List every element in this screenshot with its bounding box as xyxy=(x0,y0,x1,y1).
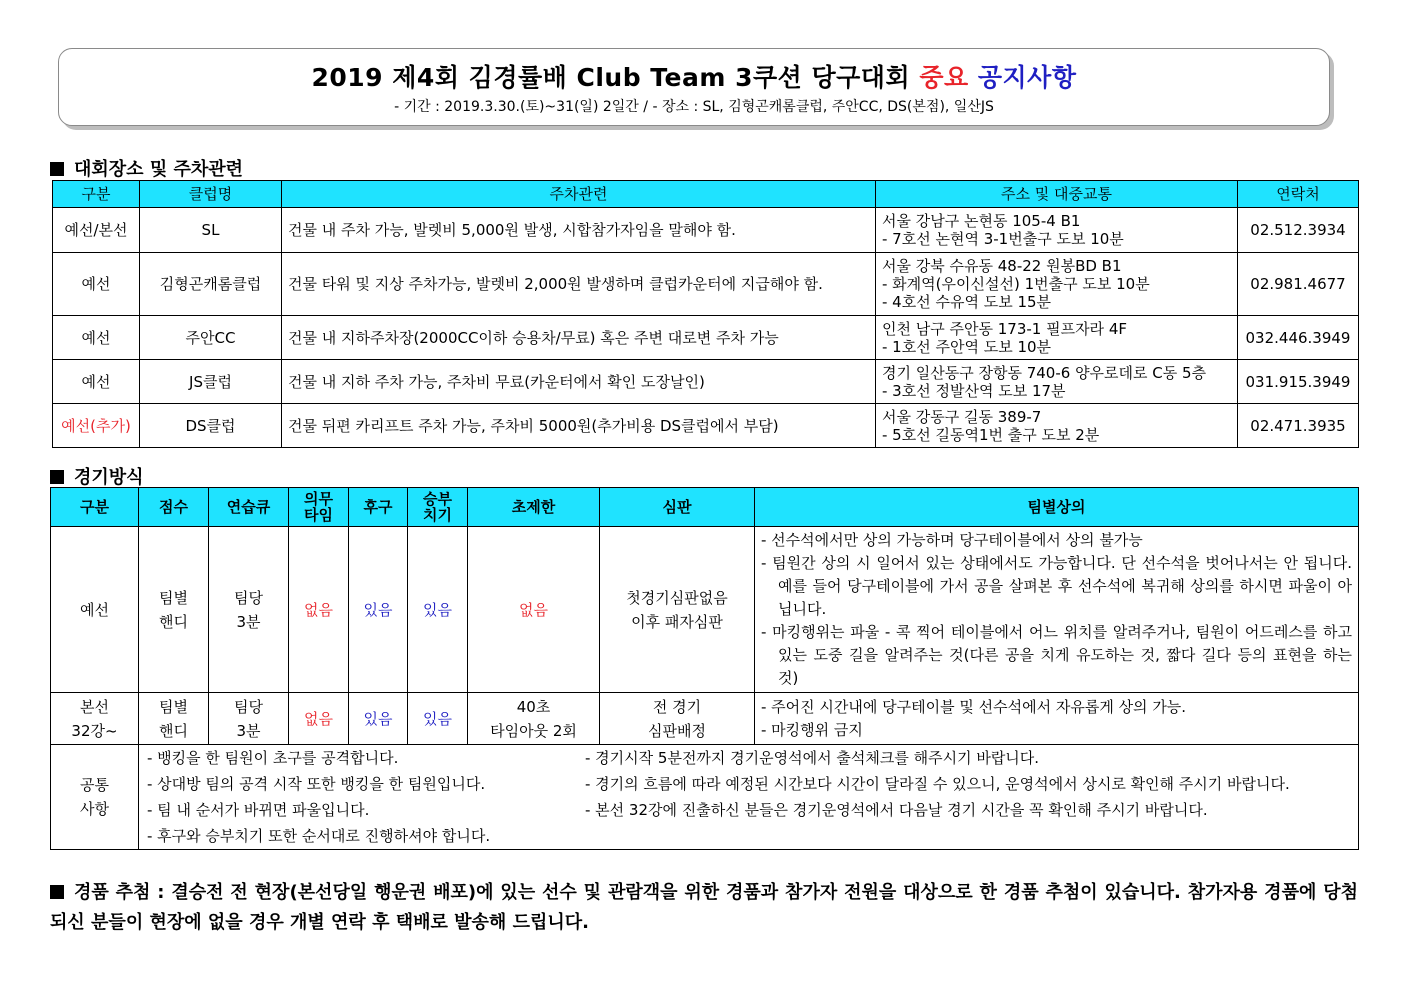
venue-heading-label: 대회장소 및 주차관련 xyxy=(74,159,244,180)
format-type: 본선 32강~ xyxy=(51,693,139,745)
column-header: 점수 xyxy=(139,488,209,527)
table-row xyxy=(51,527,1359,693)
list-item: - 후구와 승부치기 또한 순서대로 진행하셔야 합니다. xyxy=(147,827,491,845)
venue-club: DS클럽 xyxy=(140,404,282,448)
column-header: 의무 타임 xyxy=(289,488,349,527)
venue-address: 인천 남구 주안동 173-1 필프자라 4F - 1호선 주안역 도보 10분 xyxy=(876,316,1238,360)
venue-club: SL xyxy=(140,208,282,253)
table-header-row xyxy=(53,181,1359,208)
table-row xyxy=(53,404,1359,448)
format-practice: 팀당 3분 xyxy=(209,693,289,745)
list-item: - 주어진 시간내에 당구테이블 및 선수석에서 자유롭게 상의 가능. xyxy=(761,697,1187,716)
list-item: - 팀원간 상의 시 일어서 있는 상태에서도 가능합니다. 단 선수석을 벗어나서는 안 됩니다. 예를 들어 당구테이블에 가서 공을 살펴본 후 선수석에 복귀해 상의를 하시면 파울이 아닙니다. xyxy=(761,554,1352,618)
table-row xyxy=(51,693,1359,745)
list-item: - 선수석에서만 상의 가능하며 당구테이블에서 상의 불가능 xyxy=(761,531,1143,549)
format-consult xyxy=(755,527,1359,693)
column-header: 연습큐 xyxy=(209,488,289,527)
format-break: 있음 xyxy=(349,693,408,745)
column-header: 주소 및 대중교통 xyxy=(876,181,1238,208)
common-list-left xyxy=(147,745,585,849)
common-label: 공통 사항 xyxy=(51,745,139,850)
table-row xyxy=(53,360,1359,404)
column-header: 연락처 xyxy=(1238,181,1359,208)
venue-type: 예선/본선 xyxy=(53,208,140,253)
list-item: - 뱅킹을 한 팀원이 초구를 공격합니다. xyxy=(147,749,399,767)
format-score: 팀별 핸디 xyxy=(139,527,209,693)
list-item: - 본선 32강에 진출하신 분들은 경기운영석에서 다음날 경기 시간을 꼭 확인해 주시기 바랍니다. xyxy=(585,801,1208,819)
title-notice: 공지사항 xyxy=(977,63,1077,92)
format-shot-clock: 40초 타임아웃 2회 xyxy=(468,693,600,745)
venue-address: 서울 강북 수유동 48-22 원봉BD B1 - 화계역(우이신설선) 1번출구 도보 10분 - 4호선 수유역 도보 15분 xyxy=(876,253,1238,316)
column-header: 클럽명 xyxy=(140,181,282,208)
format-heading-label: 경기방식 xyxy=(74,467,144,488)
format-section-heading xyxy=(50,463,144,489)
format-referee: 전 경기 심판배정 xyxy=(600,693,755,745)
list-item: - 마킹행위는 파울 - 콕 찍어 테이블에서 어느 위치를 알려주거나, 팀원이 어드레스를 하고 있는 도중 길을 알려주는 것(다른 공을 치게 유도하는 것, 짧다 길다 등의 표현을 하는 것) xyxy=(761,623,1352,687)
list-item: - 경기의 흐름에 따라 예정된 시간보다 시간이 달라질 수 있으니, 운영석에서 상시로 확인해 주시기 바랍니다. xyxy=(585,775,1290,793)
format-shot-clock: 없음 xyxy=(468,527,600,693)
column-header: 초제한 xyxy=(468,488,600,527)
venue-club: 김형곤캐롬클럽 xyxy=(140,253,282,316)
venue-section-heading xyxy=(50,155,243,181)
column-header: 구분 xyxy=(53,181,140,208)
venue-parking: 건물 내 지하주차장(2000CC이하 승용차/무료) 혹은 주변 대로변 주차 가능 xyxy=(282,316,876,360)
table-row xyxy=(53,253,1359,316)
venue-type: 예선(추가) xyxy=(53,404,140,448)
format-referee: 첫경기심판없음 이후 패자심판 xyxy=(600,527,755,693)
title-main: 2019 제4회 김경률배 Club Team 3쿠션 당구대회 xyxy=(311,63,911,92)
venue-parking: 건물 타워 및 지상 주차가능, 발렛비 2,000원 발생하며 클럽카운터에 지급해야 함. xyxy=(282,253,876,316)
venue-address: 서울 강동구 길동 389-7 - 5호선 길동역1번 출구 도보 2분 xyxy=(876,404,1238,448)
venue-phone: 02.471.3935 xyxy=(1238,404,1359,448)
consult-list xyxy=(761,696,1352,742)
common-notes-columns xyxy=(147,745,1350,849)
format-score: 팀별 핸디 xyxy=(139,693,209,745)
page-subtitle: - 기간 : 2019.3.30.(토)~31(일) 2일간 / - 장소 : SL, 김형곤캐롬클럽, 주안CC, DS(본점), 일산JS xyxy=(394,99,994,115)
table-row xyxy=(53,316,1359,360)
column-header: 심판 xyxy=(600,488,755,527)
format-table xyxy=(50,487,1359,850)
venue-parking: 건물 뒤편 카리프트 주차 가능, 주차비 5000원(추가비용 DS클럽에서 부담) xyxy=(282,404,876,448)
venue-parking: 건물 내 주차 가능, 발렛비 5,000원 발생, 시합참가자임을 말해야 함. xyxy=(282,208,876,253)
venue-parking: 건물 내 지하 주차 가능, 주차비 무료(카운터에서 확인 도장날인) xyxy=(282,360,876,404)
list-item: - 경기시작 5분전까지 경기운영석에서 출석체크를 해주시기 바랍니다. xyxy=(585,749,1040,767)
page-title xyxy=(59,58,1329,94)
format-shootout: 있음 xyxy=(408,527,468,693)
common-notes xyxy=(139,745,1359,850)
common-list-right xyxy=(585,745,1350,849)
list-item: - 상대방 팀의 공격 시작 또한 뱅킹을 한 팀원입니다. xyxy=(147,775,486,793)
venue-phone: 02.981.4677 xyxy=(1238,253,1359,316)
column-header: 후구 xyxy=(349,488,408,527)
format-practice: 팀당 3분 xyxy=(209,527,289,693)
list-item: - 팀 내 순서가 바뀌면 파울입니다. xyxy=(147,801,370,819)
venue-address: 경기 일산동구 장항동 740-6 양우로데로 C동 5층 - 3호선 정발산역 도보 17분 xyxy=(876,360,1238,404)
column-header: 승부 치기 xyxy=(408,488,468,527)
list-item: - 마킹행위 금지 xyxy=(761,720,863,739)
column-header: 팀별상의 xyxy=(755,488,1359,527)
square-bullet-icon xyxy=(50,470,64,484)
venue-type: 예선 xyxy=(53,253,140,316)
table-header-row xyxy=(51,488,1359,527)
table-row xyxy=(51,745,1359,850)
format-break: 있음 xyxy=(349,527,408,693)
venue-club: JS클럽 xyxy=(140,360,282,404)
venue-phone: 032.446.3949 xyxy=(1238,316,1359,360)
venue-phone: 031.915.3949 xyxy=(1238,360,1359,404)
format-type: 예선 xyxy=(51,527,139,693)
consult-list xyxy=(761,529,1352,690)
venue-club: 주안CC xyxy=(140,316,282,360)
format-timeout: 없음 xyxy=(289,693,349,745)
venue-type: 예선 xyxy=(53,360,140,404)
column-header: 구분 xyxy=(51,488,139,527)
venue-address: 서울 강남구 논현동 105-4 B1 - 7호선 논현역 3-1번출구 도보 10분 xyxy=(876,208,1238,253)
prize-text: 경품 추첨 : 결승전 전 현장(본선당일 행운권 배포)에 있는 선수 및 관람객을 위한 경품과 참가자 전원을 대상으로 한 경품 추첨이 있습니다. 참가자용 경품에 당첨되신 분들이 현장에 없을 경우 개별 연락 후 택배로 발송해 드립니다. xyxy=(50,882,1358,933)
venue-type: 예선 xyxy=(53,316,140,360)
square-bullet-icon xyxy=(50,885,64,899)
title-box xyxy=(58,48,1330,126)
column-header: 주차관련 xyxy=(282,181,876,208)
venue-phone: 02.512.3934 xyxy=(1238,208,1359,253)
format-timeout: 없음 xyxy=(289,527,349,693)
format-consult xyxy=(755,693,1359,745)
table-row xyxy=(53,208,1359,253)
square-bullet-icon xyxy=(50,162,64,176)
prize-notice xyxy=(50,878,1358,938)
format-shootout: 있음 xyxy=(408,693,468,745)
venue-table xyxy=(52,180,1359,448)
title-important: 중요 xyxy=(919,63,969,92)
